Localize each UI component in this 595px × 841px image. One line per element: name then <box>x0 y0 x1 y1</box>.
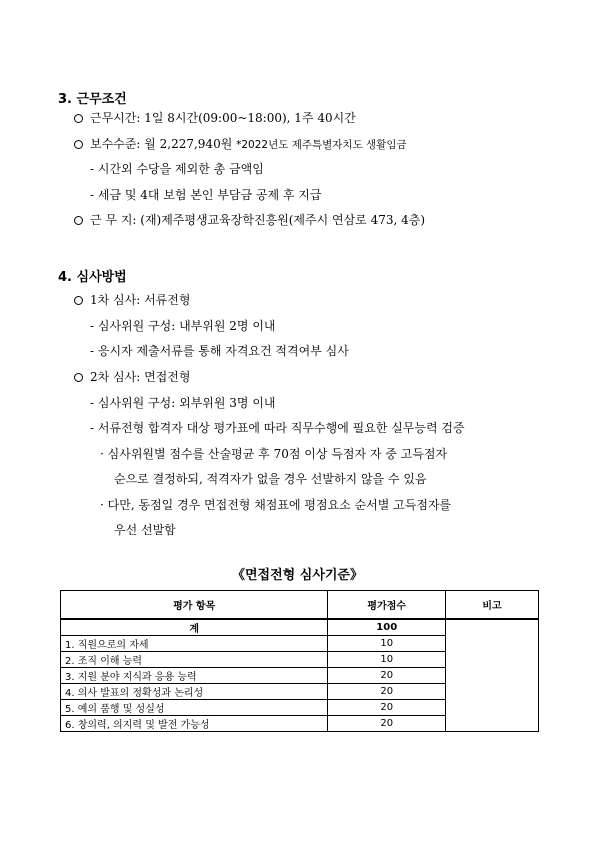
row-item: 1. 직원으로의 자세 <box>61 636 328 652</box>
pay-note: *2022년도 제주특별자치도 생활임금 <box>236 139 407 151</box>
circle-bullet-icon <box>74 140 83 149</box>
row-score: 20 <box>328 668 446 684</box>
pay-text: 보수수준: 월 2,227,940원 <box>90 137 233 151</box>
work-hours-text: 근무시간: 1일 8시간(09:00~18:00), 1주 40시간 <box>90 111 356 125</box>
stage2-subitem: - 서류전형 합격자 대상 평가표에 따라 직무수행에 필요한 실무능력 검증 <box>90 421 465 435</box>
criteria-table-title: 《면접전형 심사기준》 <box>232 568 363 583</box>
circle-bullet-icon <box>74 216 83 225</box>
row-score: 20 <box>328 716 446 732</box>
stage2-detail-1: · 심사위원별 점수를 산술평균 후 70점 이상 득점자 자 중 고득점자 <box>100 447 448 461</box>
stage1-subitem: - 응시자 제출서류를 통해 자격요건 적격여부 심사 <box>90 344 349 358</box>
pay-subitem: - 시간외 수당을 제외한 총 금액임 <box>90 162 264 176</box>
total-score: 100 <box>328 619 446 636</box>
criteria-table <box>60 590 539 732</box>
section-3-heading: 3. 근무조건 <box>58 92 127 107</box>
stage1-text: 1차 심사: 서류전형 <box>90 293 191 307</box>
row-item: 6. 창의력, 의지력 및 발전 가능성 <box>61 716 328 732</box>
circle-bullet-icon <box>74 114 83 123</box>
circle-bullet-icon <box>74 373 83 382</box>
table-row-total <box>61 619 539 636</box>
row-score: 10 <box>328 636 446 652</box>
section-4-heading: 4. 심사방법 <box>58 270 127 285</box>
stage2-subitem: - 심사위원 구성: 외부위원 3명 이내 <box>90 396 276 410</box>
stage2-detail-1-cont: 순으로 결정하되, 적격자가 없을 경우 선발하지 않을 수 있음 <box>114 472 427 486</box>
stage1-item <box>74 292 190 308</box>
row-item: 5. 예의 품행 및 성실성 <box>61 700 328 716</box>
stage2-item <box>74 369 190 385</box>
row-score: 20 <box>328 700 446 716</box>
header-remarks: 비고 <box>446 591 539 620</box>
header-score: 평가점수 <box>328 591 446 620</box>
header-item: 평가 항목 <box>61 591 328 620</box>
stage2-detail-2-cont: 우선 선발함 <box>114 523 176 537</box>
row-score: 20 <box>328 684 446 700</box>
row-score: 10 <box>328 652 446 668</box>
pay-subitem: - 세금 및 4대 보험 본인 부담금 공제 후 지급 <box>90 188 322 202</box>
stage2-text: 2차 심사: 면접전형 <box>90 370 191 384</box>
remarks-cell <box>446 619 539 732</box>
workplace-text: 근 무 지: (재)제주평생교육장학진흥원(제주시 연삼로 473, 4층) <box>90 213 426 227</box>
pay-item <box>74 136 407 153</box>
row-item: 4. 의사 발표의 정확성과 논리성 <box>61 684 328 700</box>
row-item: 2. 조직 이해 능력 <box>61 652 328 668</box>
circle-bullet-icon <box>74 296 83 305</box>
total-label: 계 <box>61 619 328 636</box>
workplace-item <box>74 212 425 228</box>
row-item: 3. 지원 분야 지식과 응용 능력 <box>61 668 328 684</box>
stage2-detail-2: · 다만, 동점일 경우 면접전형 채점표에 평점요소 순서별 고득점자를 <box>100 498 452 512</box>
stage1-subitem: - 심사위원 구성: 내부위원 2명 이내 <box>90 319 276 333</box>
work-hours-item <box>74 110 356 126</box>
